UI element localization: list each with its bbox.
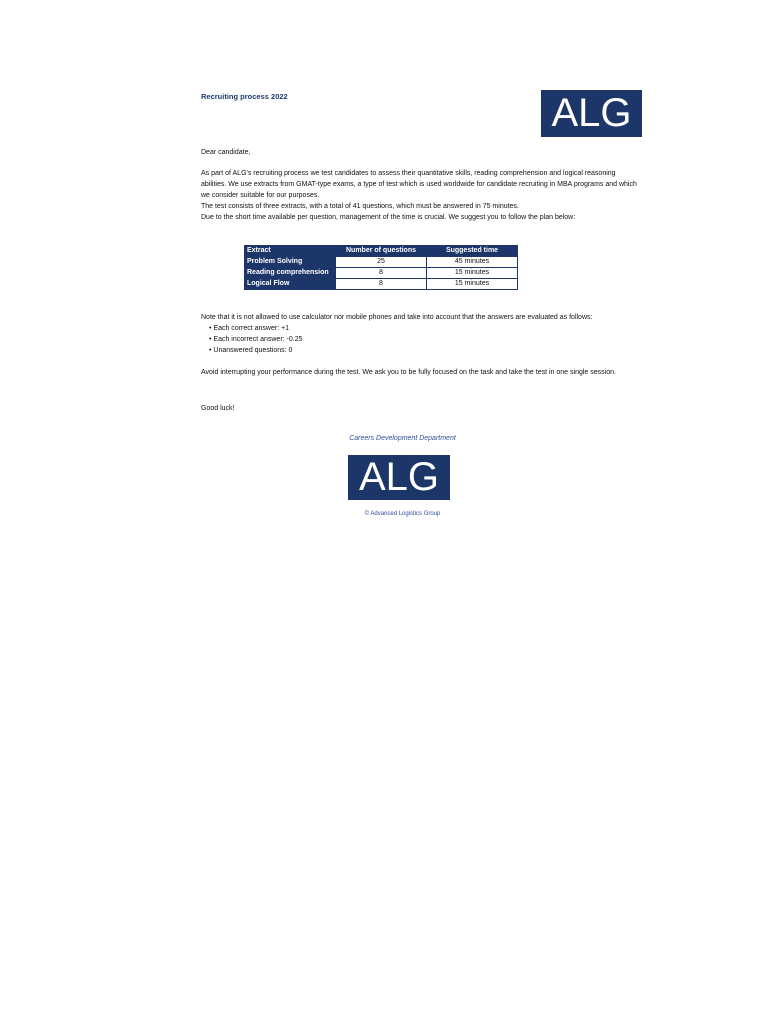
list-item: • Unanswered questions: 0 bbox=[209, 345, 641, 356]
table-header-row bbox=[245, 246, 518, 257]
row-time: 15 minutes bbox=[427, 268, 518, 279]
row-questions: 25 bbox=[336, 257, 427, 268]
plan-table bbox=[244, 245, 518, 290]
header-time: Suggested time bbox=[427, 246, 518, 257]
copyright-text: © Advanced Logistics Group bbox=[364, 511, 441, 517]
department-name: Careers Development Department bbox=[349, 435, 456, 442]
list-item: • Each incorrect answer: -0.25 bbox=[209, 334, 641, 345]
table-row bbox=[245, 257, 518, 268]
row-extract: Problem Solving bbox=[245, 257, 336, 268]
intro-line: As part of ALG's recruiting process we test candidates to assess their quantitative skills, reading comprehension and logical reasoning abilities. We use extracts from GMAT-type exams, a type of test which is used worldwide for candidate recruiting in MBA programs and which we consider suitable for our purposes. bbox=[201, 170, 637, 199]
intro-line: The test consists of three extracts, with a total of 41 questions, which must be answered in 75 minutes. bbox=[201, 203, 519, 210]
row-time: 15 minutes bbox=[427, 279, 518, 290]
list-item: • Each correct answer: +1 bbox=[209, 323, 641, 334]
note-text: Note that it is not allowed to use calculator nor mobile phones and take into account that the answers are evaluated as follows: bbox=[201, 314, 593, 321]
scoring-list bbox=[201, 323, 641, 356]
alg-logo: ALG bbox=[541, 90, 642, 137]
scoring-note bbox=[201, 312, 641, 356]
table-row bbox=[245, 279, 518, 290]
intro-paragraph bbox=[201, 168, 641, 223]
row-time: 45 minutes bbox=[427, 257, 518, 268]
header-extract: Extract bbox=[245, 246, 336, 257]
greeting: Dear candidate, bbox=[201, 149, 251, 156]
row-questions: 8 bbox=[336, 279, 427, 290]
header-questions: Number of questions bbox=[336, 246, 427, 257]
closing-text: Good luck! bbox=[201, 405, 235, 412]
table-row bbox=[245, 268, 518, 279]
alg-footer-logo: ALG bbox=[348, 455, 450, 500]
avoid-paragraph: Avoid interrupting your performance during the test. We ask you to be fully focused on the task and take the test in one single session. bbox=[201, 369, 616, 376]
page-title: Recruiting process 2022 bbox=[201, 92, 288, 101]
intro-line: Due to the short time available per question, management of the time is crucial. We suggest you to follow the plan below: bbox=[201, 214, 576, 221]
row-questions: 8 bbox=[336, 268, 427, 279]
row-extract: Reading comprehension bbox=[245, 268, 336, 279]
row-extract: Logical Flow bbox=[245, 279, 336, 290]
